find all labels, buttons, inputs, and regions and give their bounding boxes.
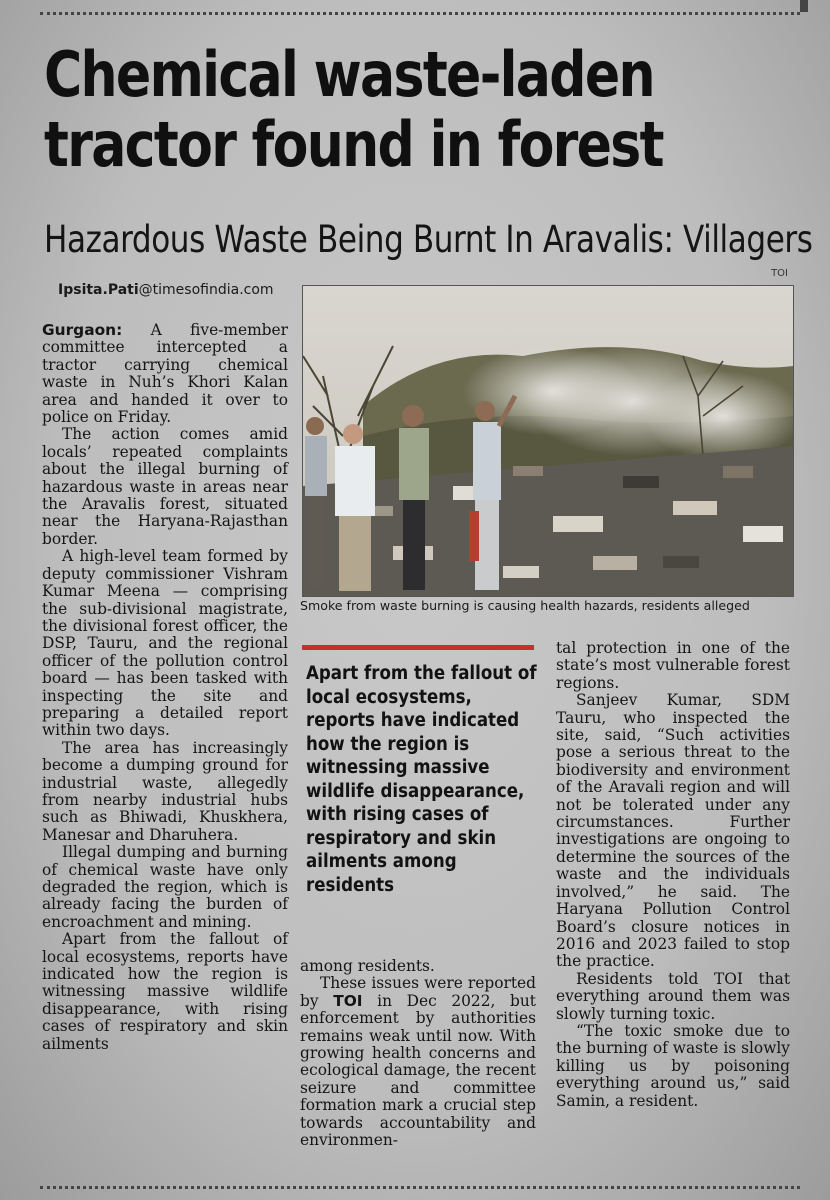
article-column-2 bbox=[300, 958, 536, 1149]
col2-p2-post: in Dec 2022, but enforcement by authorities remains weak until now. With growing health concerns and ecological damage, the recent seizure and committee formation mark a crucial step towards accountability and environmen- bbox=[300, 991, 536, 1150]
corner-mark bbox=[800, 0, 808, 12]
col2-paragraph-1: among residents. bbox=[300, 957, 435, 975]
person-2 bbox=[335, 424, 375, 591]
news-photo[interactable] bbox=[302, 285, 794, 597]
byline[interactable] bbox=[58, 282, 274, 298]
bottom-dotted-rule bbox=[40, 1186, 800, 1189]
col3-paragraph-2: Sanjeev Kumar, SDM Tauru, who inspected the site, said, “Such activities pose a serious threat to the biodiversity and environment of the Aravali region and will not be tolerated under any circumstances. Further investigations are ongoing to determine the sources of the waste and the individuals involved,” he said. The Haryana Pollution Control Board’s closure notices in 2016 and 2023 failed to stop the practice. bbox=[556, 691, 790, 971]
dateline: Gurgaon: bbox=[42, 321, 123, 339]
paragraph-4: The area has increasingly become a dumping ground for industrial waste, allegedly from nearby industrial hubs such as Bhiwadi, Khuskhera, Manesar and Dharuhera. bbox=[42, 738, 288, 844]
headline-line-1: Chemical waste-laden bbox=[44, 38, 654, 111]
paragraph-2: The action comes amid locals’ repeated complaints about the illegal burning of hazardous waste in areas near the Aravalis forest, situated near the Haryana-Rajasthan border. bbox=[42, 425, 288, 548]
headline bbox=[44, 40, 682, 180]
col2-p2-pre: These issues were reported by bbox=[300, 974, 536, 1010]
col2-paragraph-2 bbox=[300, 975, 536, 1149]
paragraph-1-text: A five-member committee intercepted a tractor carrying chemical waste in Nuh’s Khori Kalan area and handed it over to police on Friday. bbox=[42, 321, 288, 427]
photo-credit: TOI bbox=[771, 268, 788, 279]
toi-mention: TOI bbox=[333, 991, 363, 1010]
subheadline: Hazardous Waste Being Burnt In Aravalis: Villagers bbox=[44, 218, 813, 261]
photo-illustration bbox=[303, 286, 793, 596]
col3-paragraph-4: “The toxic smoke due to the burning of waste is slowly killing us by poisoning everything around us,” said Samin, a resident. bbox=[556, 1021, 790, 1110]
article-column-3 bbox=[556, 640, 790, 1110]
headline-line-2: tractor found in forest bbox=[44, 108, 663, 181]
col3-paragraph-3: Residents told TOI that everything around them was slowly turning toxic. bbox=[556, 969, 790, 1023]
paragraph-5: Illegal dumping and burning of chemical waste have only degraded the region, which is already facing the burden of encroachment and mining. bbox=[42, 843, 288, 931]
paragraph-1 bbox=[42, 322, 288, 426]
byline-domain: @timesofindia.com bbox=[138, 282, 274, 298]
byline-name: Ipsita.Pati bbox=[58, 282, 139, 298]
top-dotted-rule bbox=[40, 12, 800, 15]
col3-paragraph-1: tal protection in one of the state’s most vulnerable forest regions. bbox=[556, 639, 790, 692]
person-1 bbox=[305, 417, 327, 586]
pull-quote-rule bbox=[302, 645, 534, 650]
photo-caption: Smoke from waste burning is causing health hazards, residents alleged bbox=[300, 598, 750, 613]
pull-quote: Apart from the fallout of local ecosystems, reports have indicated how the region is witnessing massive wildlife disappearance, with rising cases of respiratory and skin ailments among residents bbox=[306, 663, 537, 896]
person-3 bbox=[399, 405, 429, 590]
paragraph-3: A high-level team formed by deputy commissioner Vishram Kumar Meena — comprising the sub-divisional magistrate, the divisional forest officer, the DSP, Tauru, and the regional officer of the pollution control board — has been tasked with inspecting the site and preparing a detailed report within two days. bbox=[42, 547, 288, 740]
paragraph-6: Apart from the fallout of local ecosystems, reports have indicated how the region is witnessing massive wildlife disappearance, with rising cases of respiratory and skin ailments bbox=[42, 930, 288, 1053]
article-column-1 bbox=[42, 322, 288, 1053]
